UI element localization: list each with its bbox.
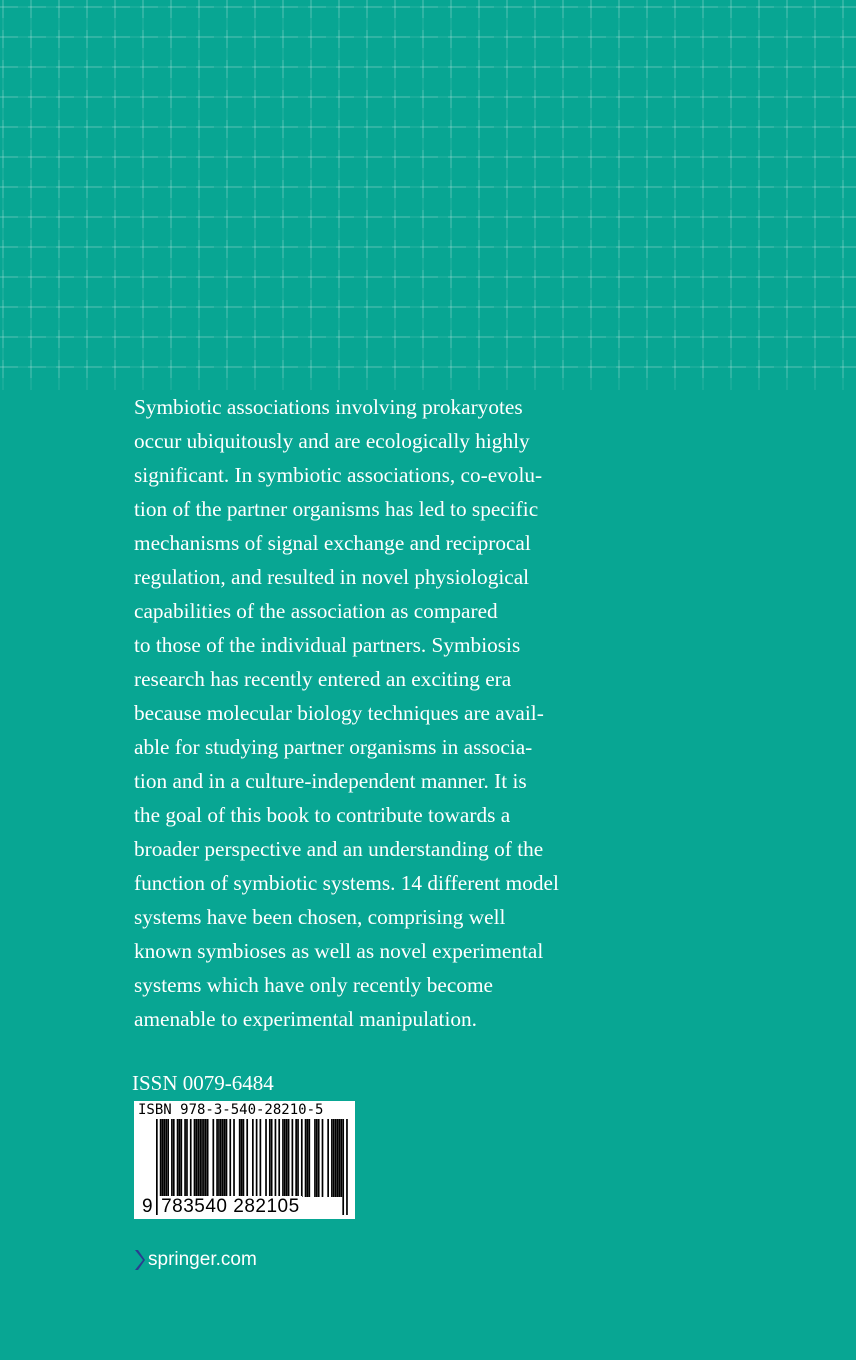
barcode-bar	[197, 1119, 199, 1197]
barcode-bar	[212, 1119, 214, 1197]
description-line: occur ubiquitously and are ecologically highly	[134, 429, 530, 453]
barcode-bar	[162, 1119, 164, 1197]
barcode-bar	[196, 1119, 198, 1197]
barcode-bar	[295, 1119, 297, 1197]
barcode-bar	[241, 1119, 243, 1197]
description-line: Symbiotic associations involving prokaryotes	[134, 395, 523, 419]
barcode-bar	[271, 1119, 273, 1197]
barcode-bar	[171, 1119, 173, 1197]
barcode-bar	[246, 1119, 248, 1197]
barcode-bar	[203, 1119, 205, 1197]
book-description	[134, 390, 579, 1036]
description-line: to those of the individual partners. Symbiosis	[134, 633, 521, 657]
barcode-bar	[297, 1119, 299, 1197]
description-line: tion of the partner organisms has led to specific	[134, 497, 539, 521]
barcode-bar	[186, 1119, 188, 1197]
barcode-bar	[340, 1119, 342, 1197]
barcode-bar	[316, 1119, 318, 1197]
description-line: able for studying partner organisms in associa-	[134, 735, 533, 759]
barcode-lead-digit: 9	[142, 1196, 154, 1217]
barcode-bar	[342, 1119, 344, 1215]
description-line: because molecular biology techniques are avail-	[134, 701, 544, 725]
barcode-bar	[331, 1119, 333, 1197]
publisher-footer	[134, 1247, 257, 1273]
barcode-bar	[222, 1119, 224, 1197]
barcode-bar	[269, 1119, 271, 1197]
barcode-bar	[205, 1119, 207, 1197]
barcode-bar	[218, 1119, 220, 1197]
barcode-bar	[260, 1119, 262, 1197]
barcode-bar	[220, 1119, 222, 1197]
barcode-bar	[233, 1119, 235, 1197]
barcode-bar	[284, 1119, 286, 1197]
barcode-bar	[346, 1119, 348, 1215]
description-line: systems have been chosen, comprising well	[134, 905, 506, 929]
barcode-bar	[165, 1119, 167, 1197]
publisher-url[interactable]: springer.com	[148, 1249, 257, 1270]
barcode-bar	[318, 1119, 320, 1197]
barcode-bar	[194, 1119, 196, 1197]
description-line: significant. In symbiotic associations, co-evolu-	[134, 463, 543, 487]
barcode-bar	[229, 1119, 231, 1197]
description-line: known symbioses as well as novel experimental	[134, 939, 544, 963]
barcode-bar	[327, 1119, 329, 1197]
barcode-bar	[339, 1119, 341, 1197]
barcode-number: 783540 282105	[161, 1196, 300, 1217]
grid-pattern-overlay	[0, 0, 856, 390]
description-line: broader perspective and an understanding of the	[134, 837, 544, 861]
barcode-bar	[207, 1119, 209, 1197]
barcode-bar	[180, 1119, 182, 1197]
barcode-bar	[252, 1119, 254, 1197]
barcode-bar	[301, 1119, 303, 1197]
barcode-bar	[243, 1119, 245, 1197]
barcode-isbn-label: ISBN 978-3-540-28210-5	[138, 1102, 324, 1118]
barcode-bar	[167, 1119, 169, 1197]
barcode-digits	[142, 1197, 302, 1217]
description-line: systems which have only recently become	[134, 973, 493, 997]
description-line: the goal of this book to contribute towards a	[134, 803, 511, 827]
barcode-bar	[184, 1119, 186, 1197]
barcode-bar	[216, 1119, 218, 1197]
barcode-bar	[201, 1119, 203, 1197]
barcode-bar	[305, 1119, 307, 1197]
barcode-bar	[333, 1119, 335, 1197]
barcode-bar	[224, 1119, 226, 1197]
description-line: amenable to experimental manipulation.	[134, 1007, 477, 1031]
chevron-right-icon	[134, 1249, 145, 1271]
barcode-bar	[179, 1119, 181, 1197]
barcode-bar	[322, 1119, 324, 1197]
barcode-bar	[265, 1119, 267, 1197]
barcode-bar	[335, 1119, 337, 1197]
barcode-bar	[278, 1119, 280, 1197]
barcode-bar	[292, 1119, 294, 1197]
description-line: mechanisms of signal exchange and reciprocal	[134, 531, 531, 555]
barcode-bar	[275, 1119, 277, 1197]
barcode-bar	[314, 1119, 316, 1197]
barcode-bar	[308, 1119, 310, 1197]
barcode-bar	[190, 1119, 192, 1197]
barcode-bar	[286, 1119, 288, 1197]
barcode-bar	[173, 1119, 175, 1197]
barcode-bar	[177, 1119, 179, 1197]
description-line: research has recently entered an exciting era	[134, 667, 512, 691]
barcode-bar	[307, 1119, 309, 1197]
barcode-bar	[288, 1119, 290, 1197]
barcode-bar	[164, 1119, 166, 1197]
barcode-bar	[337, 1119, 339, 1197]
barcode-bar	[282, 1119, 284, 1197]
barcode-bar	[239, 1119, 241, 1197]
issn-text: ISSN 0079-6484	[132, 1071, 274, 1095]
barcode-bar	[226, 1119, 228, 1197]
description-line: regulation, and resulted in novel physiological	[134, 565, 530, 589]
barcode-bar	[256, 1119, 258, 1197]
description-line: function of symbiotic systems. 14 different model	[134, 871, 559, 895]
description-line: tion and in a culture-independent manner. It is	[134, 769, 527, 793]
description-line: capabilities of the association as compared	[134, 599, 498, 623]
isbn-barcode	[134, 1101, 355, 1219]
barcode-bar	[199, 1119, 201, 1197]
